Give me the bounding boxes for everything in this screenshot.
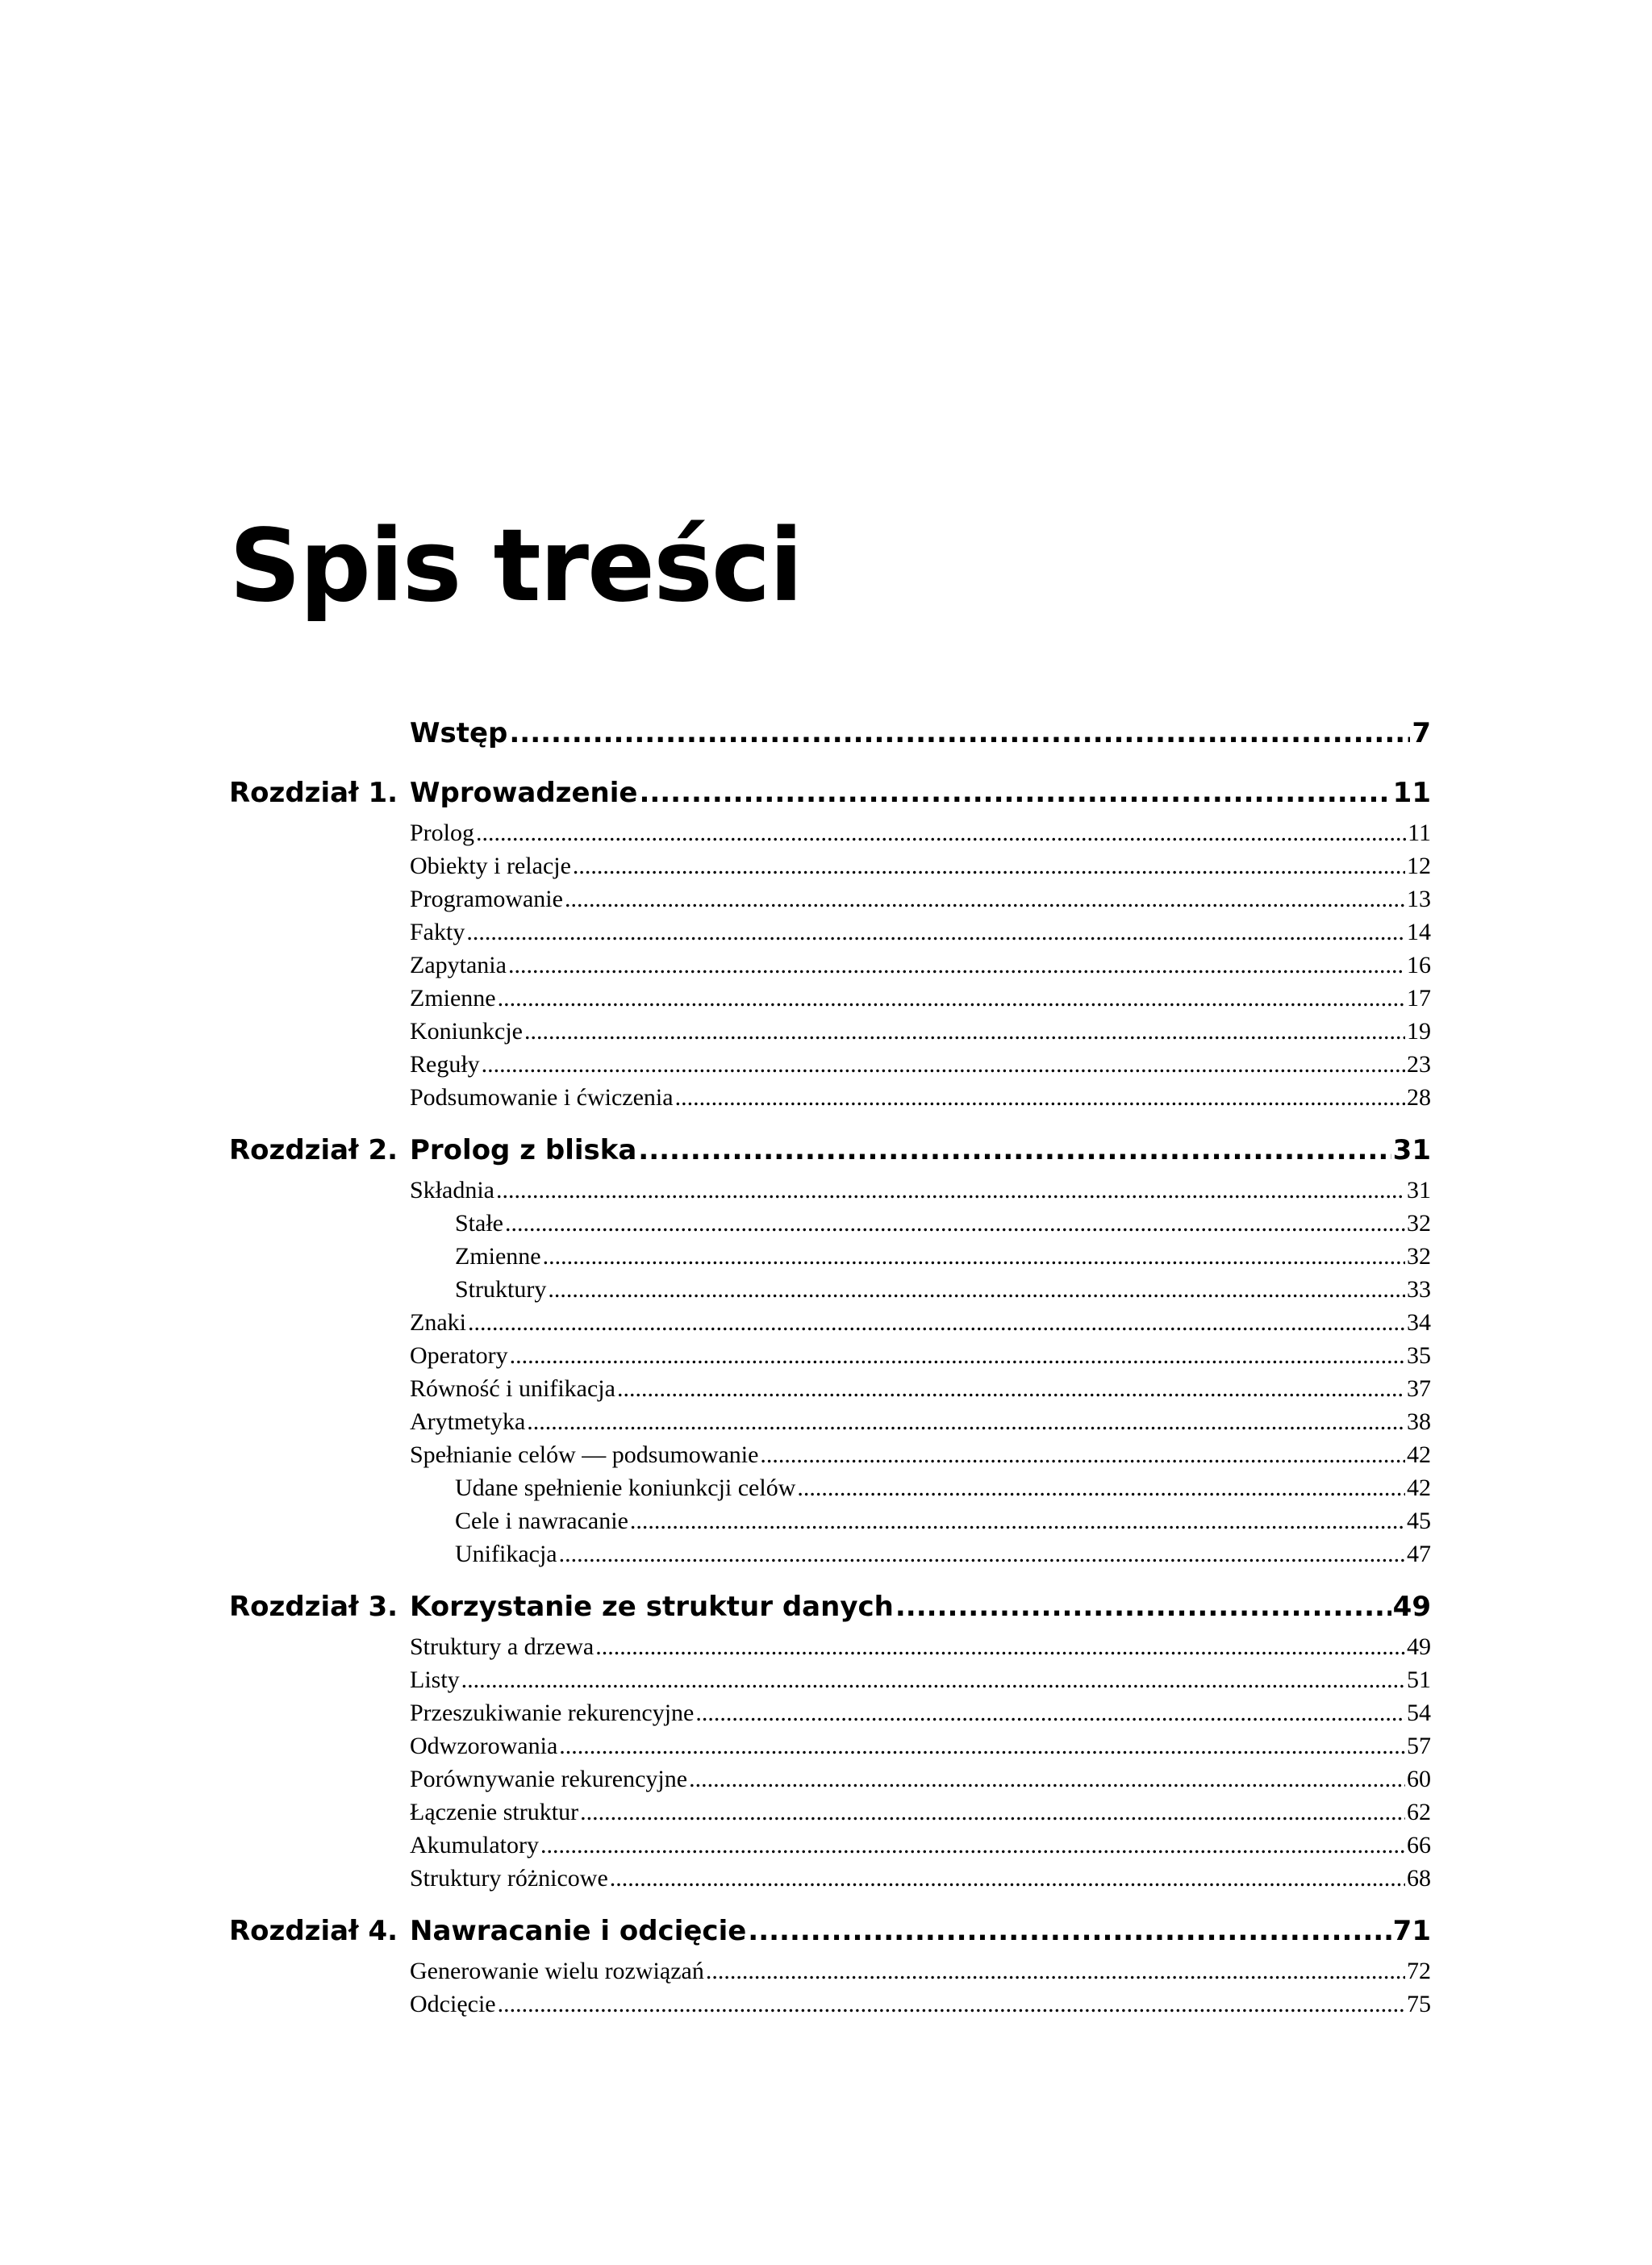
chapter-page-number: 49: [1392, 1591, 1431, 1623]
section-page-number: 66: [1407, 1831, 1431, 1858]
toc-section[interactable]: [410, 1048, 1431, 1081]
toc-section[interactable]: [410, 1630, 1431, 1663]
toc-chapter: [229, 1127, 1431, 1570]
dot-leader: [482, 1051, 1405, 1078]
section-page-number: 45: [1407, 1507, 1431, 1534]
section-title: Unifikacja: [455, 1540, 557, 1567]
toc-section[interactable]: [410, 949, 1431, 982]
dot-leader: [543, 1243, 1405, 1270]
dot-leader: [559, 1541, 1405, 1568]
section-title: Obiekty i relacje: [410, 852, 571, 879]
dot-leader: [466, 919, 1405, 946]
chapter-number: Rozdział 2.: [229, 1134, 398, 1166]
section-title: Składnia: [410, 1176, 494, 1203]
section-title: Operatory: [410, 1341, 508, 1369]
dot-leader: [461, 1666, 1405, 1694]
section-title: Struktury różnicowe: [410, 1864, 608, 1892]
dot-leader: [468, 1309, 1405, 1337]
toc-section[interactable]: [410, 1663, 1431, 1696]
dot-leader: [573, 853, 1405, 880]
dot-leader: [695, 1700, 1405, 1727]
chapter-title: Wprowadzenie: [410, 777, 638, 809]
section-page-number: 32: [1407, 1242, 1431, 1270]
section-title: Zmienne: [455, 1242, 541, 1270]
section-title: Równość i unifikacja: [410, 1374, 615, 1402]
section-page-number: 31: [1407, 1176, 1431, 1203]
section-page-number: 13: [1407, 885, 1431, 912]
chapter-title: Prolog z bliska: [410, 1134, 637, 1166]
toc-subsection[interactable]: [455, 1207, 1431, 1240]
section-page-number: 35: [1407, 1341, 1431, 1369]
chapter-title: Korzystanie ze struktur danych: [410, 1591, 894, 1623]
section-page-number: 68: [1407, 1864, 1431, 1892]
chapter-title: Nawracanie i odcięcie: [410, 1915, 747, 1947]
toc-subsection[interactable]: [455, 1504, 1431, 1537]
toc-chapter: [229, 1583, 1431, 1895]
section-page-number: 51: [1407, 1666, 1431, 1693]
dot-leader: [675, 1084, 1405, 1112]
dot-leader: [559, 1733, 1405, 1760]
dot-leader: [595, 1633, 1405, 1661]
toc-subsection[interactable]: [455, 1537, 1431, 1570]
section-page-number: 42: [1407, 1441, 1431, 1468]
section-page-number: 28: [1407, 1083, 1431, 1111]
section-title: Zapytania: [410, 951, 507, 978]
toc-subsection[interactable]: [455, 1273, 1431, 1306]
section-page-number: 49: [1407, 1633, 1431, 1660]
toc-chapter-heading[interactable]: [229, 710, 1431, 757]
section-page-number: 11: [1408, 819, 1431, 846]
toc-section[interactable]: [410, 916, 1431, 949]
section-title: Łączenie struktur: [410, 1798, 579, 1825]
toc-chapter: [229, 1908, 1431, 2021]
dot-leader: [760, 1441, 1405, 1469]
dot-leader: [610, 1865, 1405, 1892]
chapter-page-number: 31: [1392, 1134, 1431, 1166]
section-page-number: 34: [1407, 1308, 1431, 1336]
chapter-title: Wstęp: [410, 717, 508, 749]
page-title: Spis treści: [229, 508, 802, 624]
dot-leader: [498, 985, 1405, 1012]
section-page-number: 19: [1407, 1017, 1431, 1045]
toc-chapter: [229, 770, 1431, 1114]
toc-section[interactable]: [410, 1015, 1431, 1048]
dot-leader: [509, 717, 1410, 749]
toc-section[interactable]: [410, 816, 1431, 849]
section-title: Stałe: [455, 1209, 503, 1237]
dot-leader: [689, 1766, 1405, 1793]
section-page-number: 62: [1407, 1798, 1431, 1825]
toc-section[interactable]: [410, 1174, 1431, 1207]
section-title: Reguły: [410, 1050, 480, 1078]
dot-leader: [548, 1276, 1405, 1304]
section-title: Prolog: [410, 819, 475, 846]
dot-leader: [498, 1991, 1405, 2018]
toc-section[interactable]: [410, 1438, 1431, 1471]
section-title: Porównywanie rekurencyjne: [410, 1765, 688, 1792]
section-title: Akumulatory: [410, 1831, 539, 1858]
section-title: Generowanie wielu rozwiązań: [410, 1957, 704, 1984]
section-title: Podsumowanie i ćwiczenia: [410, 1083, 674, 1111]
dot-leader: [508, 952, 1405, 979]
section-page-number: 72: [1407, 1957, 1431, 1984]
section-title: Spełnianie celów — podsumowanie: [410, 1441, 759, 1468]
dot-leader: [496, 1177, 1405, 1204]
section-title: Zmienne: [410, 984, 496, 1012]
dot-leader: [505, 1210, 1405, 1237]
section-page-number: 38: [1407, 1408, 1431, 1435]
dot-leader: [476, 820, 1406, 847]
section-page-number: 47: [1407, 1540, 1431, 1567]
toc-subsection[interactable]: [455, 1240, 1431, 1273]
toc-section[interactable]: [410, 982, 1431, 1015]
toc-chapter-heading[interactable]: [229, 1908, 1431, 1954]
section-page-number: 54: [1407, 1699, 1431, 1726]
toc-section[interactable]: [410, 1729, 1431, 1762]
section-title: Fakty: [410, 918, 465, 945]
section-page-number: 12: [1407, 852, 1431, 879]
section-title: Udane spełnienie koniunkcji celów: [455, 1474, 796, 1501]
section-title: Znaki: [410, 1308, 466, 1336]
dot-leader: [706, 1958, 1405, 1985]
toc-section[interactable]: [410, 1988, 1431, 2021]
section-page-number: 57: [1407, 1732, 1431, 1759]
section-title: Arytmetyka: [410, 1408, 526, 1435]
section-title: Odcięcie: [410, 1990, 496, 2017]
section-page-number: 60: [1407, 1765, 1431, 1792]
dot-leader: [639, 777, 1391, 809]
dot-leader: [617, 1375, 1405, 1403]
dot-leader: [527, 1408, 1405, 1436]
toc-section[interactable]: [410, 1829, 1431, 1862]
dot-leader: [524, 1018, 1405, 1045]
toc-chapter-heading[interactable]: [229, 1127, 1431, 1174]
toc-section[interactable]: [410, 1339, 1431, 1372]
toc-section[interactable]: [410, 1306, 1431, 1339]
toc-chapter-heading[interactable]: [229, 770, 1431, 816]
dot-leader: [895, 1591, 1391, 1623]
section-title: Cele i nawracanie: [455, 1507, 628, 1534]
dot-leader: [540, 1832, 1405, 1859]
dot-leader: [580, 1799, 1405, 1826]
dot-leader: [630, 1508, 1405, 1535]
toc-section[interactable]: [410, 1796, 1431, 1829]
toc-section[interactable]: [410, 1762, 1431, 1796]
section-page-number: 32: [1407, 1209, 1431, 1237]
toc-section[interactable]: [410, 1862, 1431, 1895]
chapter-page-number: 71: [1392, 1915, 1431, 1947]
section-title: Struktury: [455, 1275, 547, 1303]
toc-subsection[interactable]: [455, 1471, 1431, 1504]
toc-section[interactable]: [410, 1081, 1431, 1114]
section-page-number: 42: [1407, 1474, 1431, 1501]
toc-section[interactable]: [410, 1954, 1431, 1988]
section-title: Listy: [410, 1666, 460, 1693]
dot-leader: [797, 1475, 1405, 1502]
section-title: Struktury a drzewa: [410, 1633, 594, 1660]
section-page-number: 14: [1407, 918, 1431, 945]
section-title: Koniunkcje: [410, 1017, 523, 1045]
section-page-number: 37: [1407, 1374, 1431, 1402]
table-of-contents: [229, 710, 1431, 2021]
section-page-number: 33: [1407, 1275, 1431, 1303]
chapter-number: Rozdział 4.: [229, 1915, 398, 1947]
toc-chapter-heading[interactable]: [229, 1583, 1431, 1630]
dot-leader: [565, 886, 1405, 913]
section-title: Przeszukiwanie rekurencyjne: [410, 1699, 695, 1726]
section-page-number: 16: [1407, 951, 1431, 978]
toc-section[interactable]: [410, 1405, 1431, 1438]
dot-leader: [510, 1342, 1405, 1370]
toc-section[interactable]: [410, 1372, 1431, 1405]
section-page-number: 17: [1407, 984, 1431, 1012]
toc-section[interactable]: [410, 849, 1431, 882]
chapter-page-number: 11: [1392, 777, 1431, 809]
chapter-number: Rozdział 1.: [229, 777, 398, 809]
section-page-number: 23: [1407, 1050, 1431, 1078]
chapter-number: Rozdział 3.: [229, 1591, 398, 1623]
dot-leader: [638, 1134, 1391, 1166]
section-title: Programowanie: [410, 885, 563, 912]
chapter-page-number: 7: [1412, 717, 1431, 749]
toc-section[interactable]: [410, 882, 1431, 916]
dot-leader: [748, 1915, 1391, 1947]
toc-section[interactable]: [410, 1696, 1431, 1729]
toc-chapter: [229, 710, 1431, 757]
section-page-number: 75: [1407, 1990, 1431, 2017]
section-title: Odwzorowania: [410, 1732, 558, 1759]
